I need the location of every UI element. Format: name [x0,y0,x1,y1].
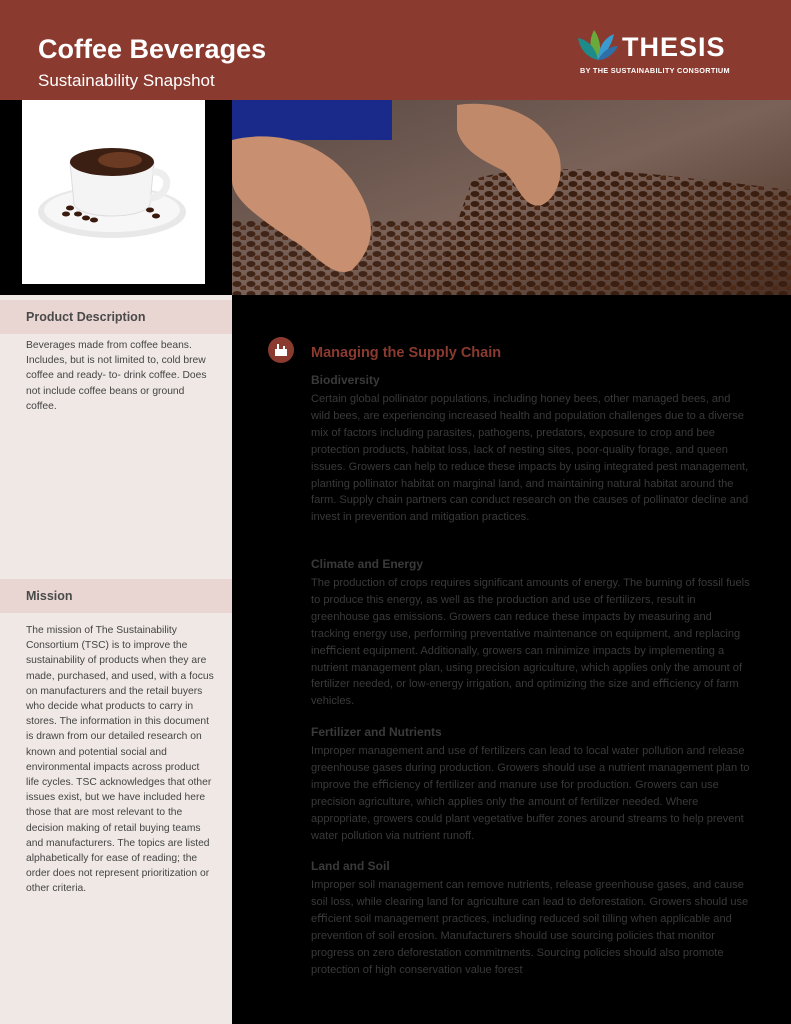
topic-heading-fertilizer-nutrients: Fertilizer and Nutrients [311,725,442,739]
mission-heading: Mission [26,589,73,603]
topic-body-land-soil: Improper soil management can remove nutrients, release greenhouse gases, and cause soil loss, while clearing land for agriculture can lead to deforestation. Growers should use eﬃcient soil management practices, including reduced soil tilling when applicable and prevention of soil erosion. Manufacturers should use sourcing policies that monitor progress on zero deforestation commitments. Sourcing policies should also promote protection of high conservation value forest [311,879,749,976]
topic-heading-biodiversity: Biodiversity [311,373,380,387]
main-content [232,295,791,1024]
coffee-cup-photo [22,100,205,284]
topic-heading-land-soil: Land and Soil [311,859,390,873]
thesis-logo [576,26,756,78]
product-description-heading: Product Description [26,310,146,324]
document-title: Coffee Beverages [38,34,267,64]
page-header [0,0,791,100]
logo-wordmark: THESIS [622,32,726,62]
section-title: Managing the Supply Chain [311,345,502,361]
mission-header [0,579,232,613]
topic-body-biodiversity: Certain global pollinator populations, including honey bees, other managed bees, and wild bees, are experiencing increased health and population challenges due to a diverse mix of factors including parasites, pathogens, predators, exposure to crop and bee protection products, habitat loss, lack of nesting sites, poor-quality forage, and queen issues. Growers can help to reduce these impacts by using integrated pest management, planting pollinator habitat on marginal land, and maintaining natural habitat around the farm. Supply chain partners can conduct research on the causes of pollinator decline and invest in prevention and mitigation practices. [311,393,749,524]
leaf-logo-icon [576,26,620,62]
sidebar [0,295,232,1024]
product-description-text: Beverages made from coffee beans. Includes, but is not limited to, cold brew coffee and ready- to- drink coffee. Does not include coffee beans or ground coffee. [26,340,207,412]
topic-body-climate-energy: The production of crops requires signiﬁcant amounts of energy. The burning of fossil fuels to produce this energy, as well as the production and use of fertilizers, result in greenhouse gas emissions. Growers can reduce these impacts by measuring and tracking energy use, performing preventative maintenance on equipment, and replacing ineﬃcient equipment. Additionally, growers can minimize impacts by implementing a nutrient management plan, using precision agriculture, which applies only the amount of fertilizer needed, or low-energy irrigation, and optimizing the size and eﬃciency of farm vehicles. [311,577,750,708]
logo-tagline: BY THE SUSTAINABILITY CONSORTIUM [580,66,730,75]
product-description-header [0,300,232,334]
factory-icon [268,337,294,363]
document-subtitle: Sustainability Snapshot [38,71,215,90]
topic-body-fertilizer-nutrients: Improper management and use of fertilizers can lead to local water pollution and release greenhouse gases during production. Growers should use a nutrient management plan to improve the eﬃciency of fertilizer and manure use for production. Growers can use precision agriculture, which applies only the amount of fertilizer needed. Where appropriate, growers could plant vegetative buffer zones around streams to help prevent water pollution via nutrient runoff. [311,745,750,842]
mission-text: The mission of The Sustainability Consortium (TSC) is to improve the sustainability of products when they are made, purchased, and used, with a focus on manufacturers and the retail buyers who decide what products to carry in stores. The information in this document is drawn from our detailed research on known and potential social and environmental impacts across product life cycles. TSC acknowledges that other issues exist, but we have included here those that are most relevant to the decision making of retail buying teams and manufacturers. The topics are listed alphabetically for ease of reading; the order does not represent prioritization or other criteria. [26,625,214,895]
topic-heading-climate-energy: Climate and Energy [311,557,424,571]
coffee-beans-hands-photo [232,100,791,295]
